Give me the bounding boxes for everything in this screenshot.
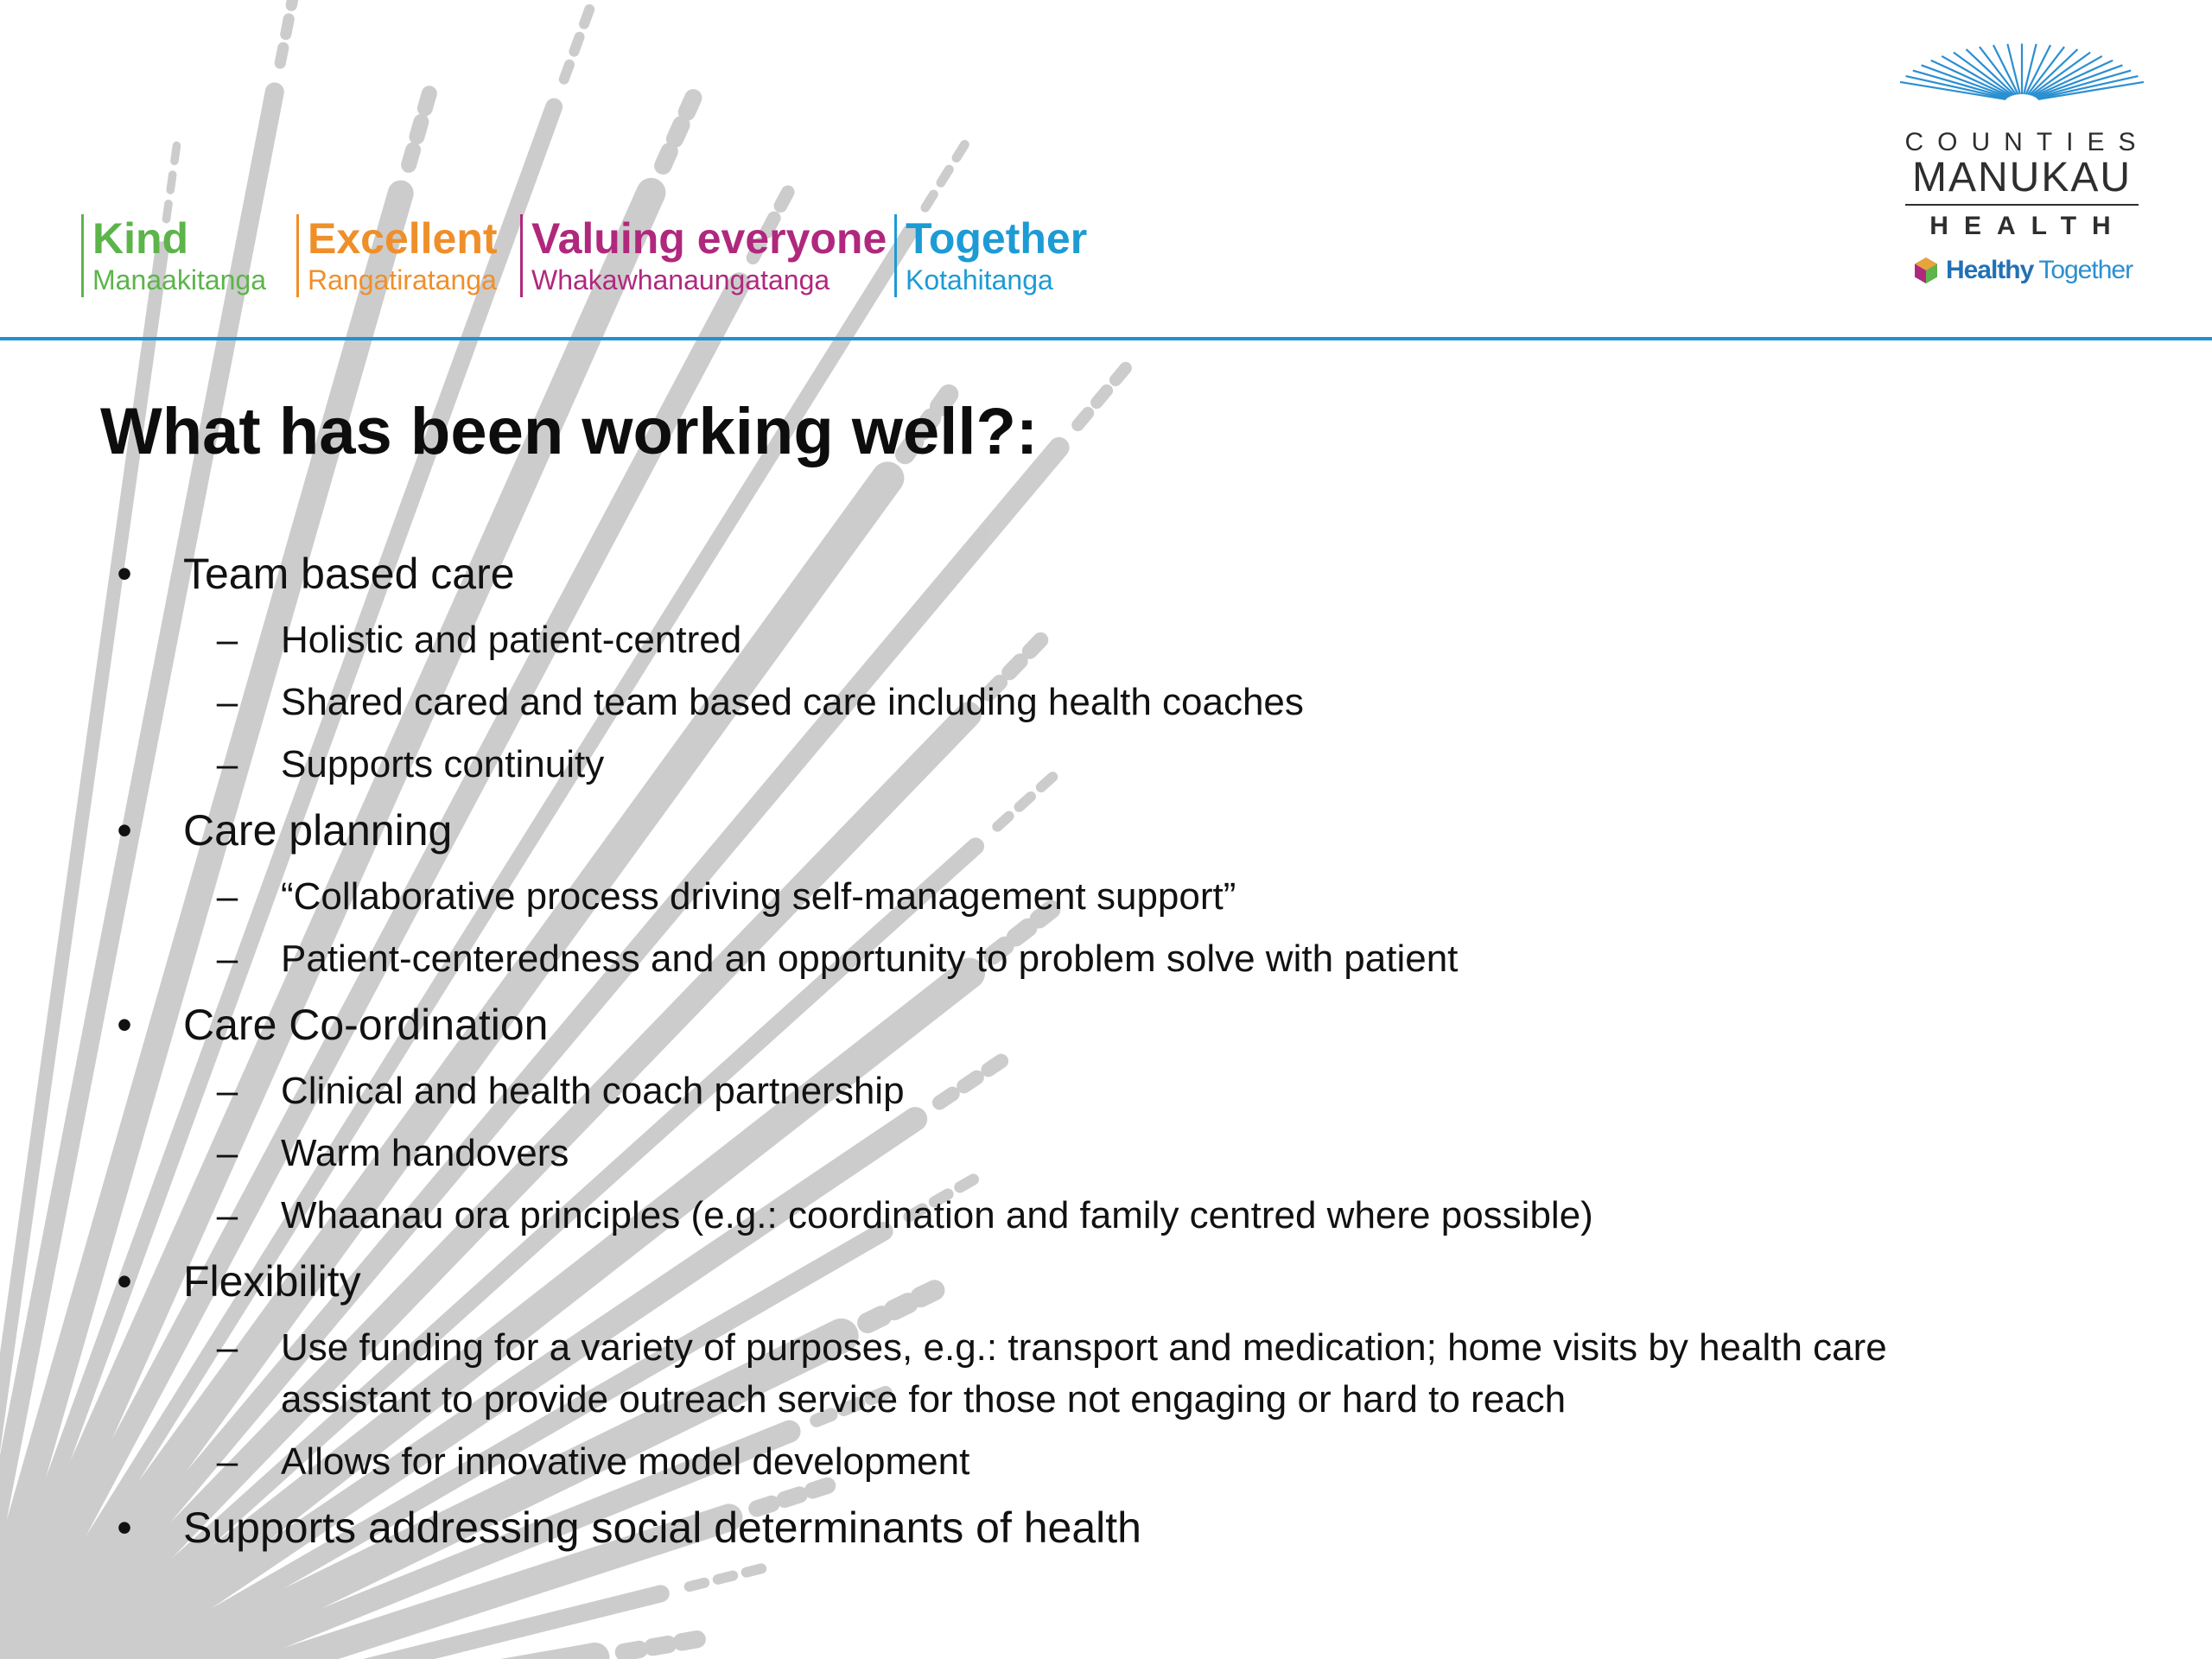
sub-item	[216, 1128, 569, 1179]
page-title: What has been working well?:	[100, 395, 1039, 468]
fan-ray-tip	[690, 1583, 704, 1586]
fan-ray-tip	[1041, 777, 1052, 787]
sub-item-text: Patient-centeredness and an opportunity to problem solve with patient	[281, 938, 1459, 980]
fan-ray-tip	[584, 10, 589, 24]
fan-ray-tip	[280, 48, 283, 63]
value-together	[894, 214, 1113, 297]
fan-ray-tip	[718, 1576, 733, 1580]
header-divider	[0, 337, 2212, 340]
list-item-label: Flexibility	[183, 1257, 361, 1306]
list-item-label: Supports addressing social determinants of health	[183, 1503, 1141, 1552]
sub-item	[216, 1322, 1887, 1374]
sub-item-text: Clinical and health coach partnership	[281, 1070, 905, 1112]
value-kind-maori: Manaakitanga	[92, 264, 267, 296]
dash-icon: –	[216, 681, 238, 723]
fan-ray-tip	[409, 150, 413, 165]
value-valuing-everyone-english: Valuing everyone	[531, 214, 887, 263]
fan-ray-tip	[997, 817, 1008, 827]
value-kind	[81, 214, 296, 297]
fan-ray-tip	[920, 1290, 934, 1297]
value-excellent-english: Excellent	[308, 214, 498, 263]
fan-ray-tip	[175, 145, 177, 161]
dash-icon: –	[216, 619, 238, 661]
fan-ray-tip	[941, 169, 950, 182]
fan-ray-tip	[652, 1644, 668, 1647]
fan-ray-tip	[663, 151, 669, 165]
fan-ray-tip	[780, 192, 787, 206]
logo-healthy: Healthy	[1945, 256, 2034, 284]
list-item-care-co-ordination	[117, 999, 549, 1051]
fan-ray-tip	[964, 1077, 977, 1086]
counties-manukau-health-logo	[1875, 35, 2169, 311]
value-valuing-everyone	[520, 214, 894, 297]
dash-icon: –	[216, 1326, 238, 1369]
value-kind-english: Kind	[92, 214, 189, 263]
bullet-icon: •	[117, 1503, 132, 1552]
fan-ray-tip	[1077, 413, 1088, 425]
dash-icon: –	[216, 875, 238, 918]
sub-item	[216, 871, 1236, 923]
sub-item	[216, 614, 742, 666]
fan-ray-tip	[785, 1495, 799, 1500]
list-item-label: Team based care	[183, 550, 515, 598]
bullet-icon: •	[117, 550, 132, 598]
hexagon-icon	[1911, 256, 1941, 285]
list-item-care-planning	[117, 804, 453, 856]
sub-item-text: Supports continuity	[281, 743, 605, 785]
value-together-english: Together	[906, 214, 1088, 263]
sub-item	[216, 1065, 905, 1117]
sub-item-text: Whaanau ora principles (e.g.: coordination and family centred where possible)	[281, 1194, 1593, 1236]
fan-ray-tip	[687, 98, 693, 111]
logo-manukau: MANUKAU	[1911, 155, 2133, 200]
sub-item-text: assistant to provide outreach service for those not engaging or hard to reach	[281, 1378, 1567, 1421]
list-item-social-determinants	[117, 1502, 1141, 1554]
value-together-maori: Kotahitanga	[906, 264, 1053, 296]
fan-ray-tip	[286, 19, 289, 35]
fan-ray-tip	[170, 175, 173, 190]
sub-item-text: Holistic and patient-centred	[281, 619, 742, 661]
bullet-icon: •	[117, 1257, 132, 1306]
sub-item	[216, 933, 1459, 985]
sub-item	[216, 1436, 970, 1488]
sub-item-text: Shared cared and team based care including health coaches	[281, 681, 1304, 723]
logo-together: Together	[2038, 256, 2133, 284]
bullet-icon: •	[117, 1001, 132, 1049]
logo-fan-icon	[1884, 35, 2160, 112]
value-excellent-maori: Rangatiratanga	[308, 264, 497, 296]
fan-ray-tip	[1020, 797, 1031, 807]
dash-icon: –	[216, 1440, 238, 1483]
list-item-label: Care Co-ordination	[183, 1001, 549, 1049]
sub-item-text: “Collaborative process driving self-management support”	[281, 875, 1236, 918]
bullet-icon: •	[117, 806, 132, 855]
sub-item	[216, 1190, 1593, 1242]
list-item-label: Care planning	[183, 806, 453, 855]
fan-ray-tip	[747, 1568, 761, 1572]
logo-rule	[1905, 204, 2139, 206]
fan-ray-tip	[564, 65, 569, 79]
value-valuing-everyone-maori: Whakawhanaungatanga	[531, 264, 830, 296]
sub-item-text: Warm handovers	[281, 1132, 569, 1174]
dash-icon: –	[216, 743, 238, 785]
fan-ray-tip	[925, 194, 934, 207]
value-excellent	[296, 214, 520, 297]
fan-ray-tip	[939, 1094, 952, 1103]
fan-ray-tip	[425, 93, 429, 108]
fan-ray-tip	[960, 1179, 974, 1187]
dash-icon: –	[216, 1132, 238, 1174]
fan-ray-tip	[675, 124, 681, 138]
dash-icon: –	[216, 1070, 238, 1112]
logo-healthy-together	[1875, 256, 2169, 285]
fan-ray-tip	[574, 37, 579, 52]
fan-ray-tip	[894, 1303, 908, 1310]
dash-icon: –	[216, 938, 238, 980]
logo-health: HEALTH	[1929, 212, 2126, 240]
fan-ray-tip	[957, 144, 965, 157]
logo-counties: COUNTIES	[1904, 128, 2150, 156]
fan-ray-tip	[291, 0, 294, 5]
list-item-flexibility	[117, 1255, 361, 1307]
sub-item-continuation	[281, 1374, 1566, 1426]
fan-ray-tip	[1096, 391, 1107, 403]
fan-ray-tip	[988, 1061, 1001, 1070]
sub-item	[216, 677, 1304, 728]
values-banner	[81, 214, 1113, 301]
sub-item	[216, 739, 605, 791]
fan-ray-tip	[1030, 640, 1041, 652]
fan-ray-tip	[682, 1639, 697, 1642]
fan-ray-tip	[1009, 661, 1020, 672]
fan-ray-tip	[1116, 368, 1126, 380]
dash-icon: –	[216, 1194, 238, 1236]
fan-ray-tip	[416, 122, 421, 137]
list-item-team-based-care	[117, 548, 515, 600]
sub-item-text: Allows for innovative model development	[281, 1440, 970, 1483]
sub-item-text: Use funding for a variety of purposes, e.g.: transport and medication; home visits by health care	[281, 1326, 1887, 1369]
fan-ray-tip	[624, 1649, 639, 1652]
